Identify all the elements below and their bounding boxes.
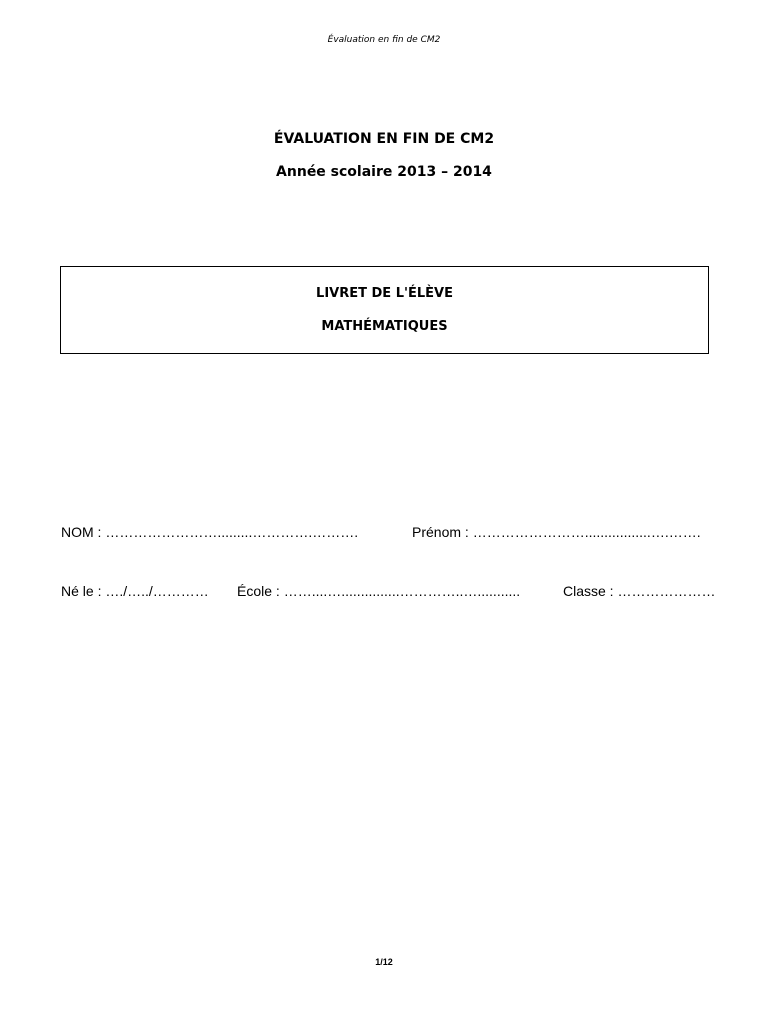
document-title: ÉVALUATION EN FIN DE CM2: [273, 131, 495, 147]
prenom-field: Prénom : …………………….................….…….: [412, 524, 701, 540]
birthdate-field: Né le : …./…../…………: [61, 583, 209, 599]
booklet-subject: MATHÉMATIQUES: [321, 319, 448, 334]
page-number: 1/12: [375, 957, 393, 967]
booklet-box: [60, 266, 709, 354]
classe-field: Classe : …………………: [563, 583, 716, 599]
nom-field: NOM : …………………….........………….……….: [61, 524, 359, 540]
ecole-field: École : ……....…...............…………..…...........: [237, 583, 521, 599]
booklet-title: LIVRET DE L'ÉLÈVE: [316, 286, 453, 301]
school-year: Année scolaire 2013 – 2014: [276, 164, 492, 180]
running-header: Évaluation en fin de CM2: [327, 35, 441, 45]
